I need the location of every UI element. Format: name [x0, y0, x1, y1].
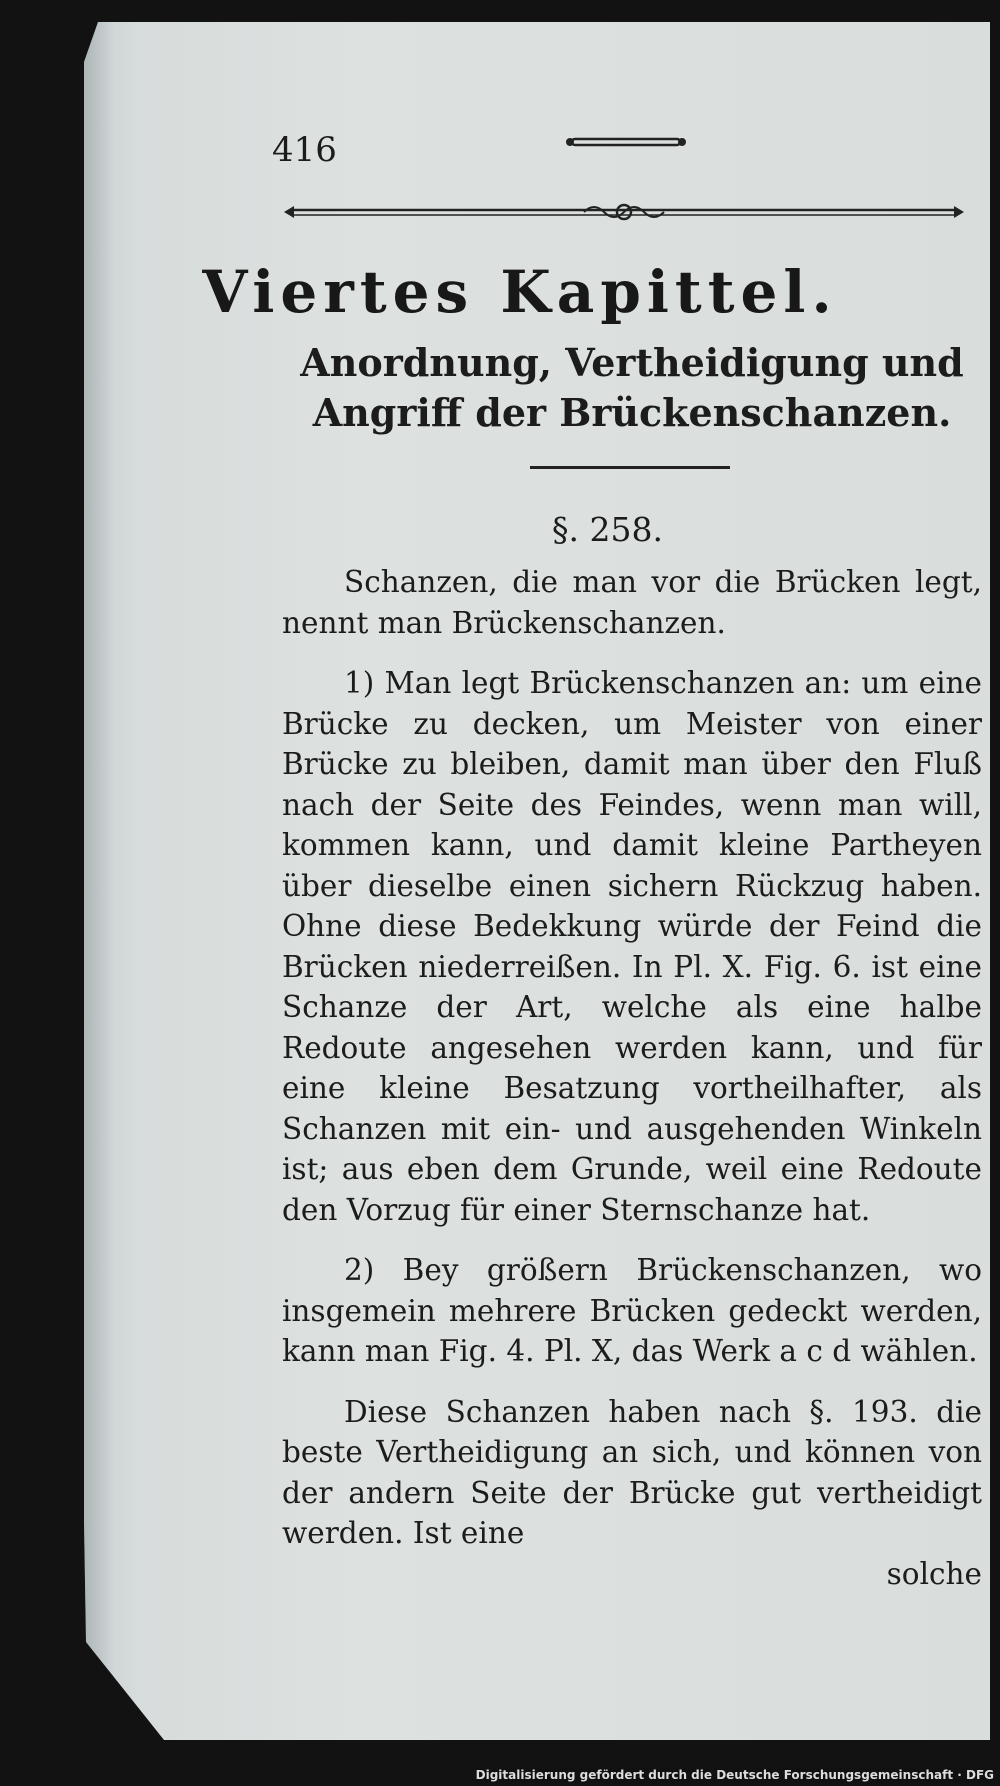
paragraph: 1) Man legt Brückenschanzen an: um eine Brücke zu decken, um Meister von einer Brücke zu bleiben, damit man über den Fluß nach der Seite des Feindes, wenn man will, kommen kann, und damit kleine Partheyen über dieselbe einen sichern Rückzug haben. Ohne diese Bedekkung würde der Feind die Brücken niederreißen. In Pl. X. Fig. 6. ist eine Schanze der Art, welche als eine halbe Redoute angesehen werden kann, und für eine kleine Besatzung vortheilhafter, als Schanzen mit ein- und ausgehenden Winkeln ist; aus eben dem Grunde, weil eine Redoute den Vorzug für einer Sternschanze hat. — [282, 666, 982, 1227]
ornament-icon — [564, 132, 688, 152]
section-divider — [530, 466, 730, 469]
paragraph: Diese Schanzen haben nach §. 193. die beste Vertheidigung an sich, und können von der andern Seite der Brücke gut vertheidigt werden. Ist eine — [282, 1394, 982, 1550]
paragraph: 2) Bey größern Brückenschanzen, wo insgemein mehrere Brücken gedeckt werden, kann man Fig. 4. Pl. X, das Werk a c d wählen. — [282, 1253, 982, 1368]
section-number: §. 258. — [552, 510, 663, 549]
page-number: 416 — [272, 130, 337, 170]
paragraph: Schanzen, die man vor die Brücken legt, nennt man Brückenschanzen. — [282, 565, 982, 640]
catchword: solche — [886, 1556, 982, 1591]
footer-credit: Digitalisierung gefördert durch die Deutsche Forschungsgemeinschaft · DFG — [475, 1768, 994, 1782]
chapter-subtitle: Anordnung, Vertheidigung und Angriff der Brückenschanzen. — [300, 340, 964, 435]
decorative-rule-icon — [284, 200, 964, 224]
chapter-title: Viertes Kapittel. — [202, 258, 838, 326]
body-text — [282, 562, 982, 1614]
